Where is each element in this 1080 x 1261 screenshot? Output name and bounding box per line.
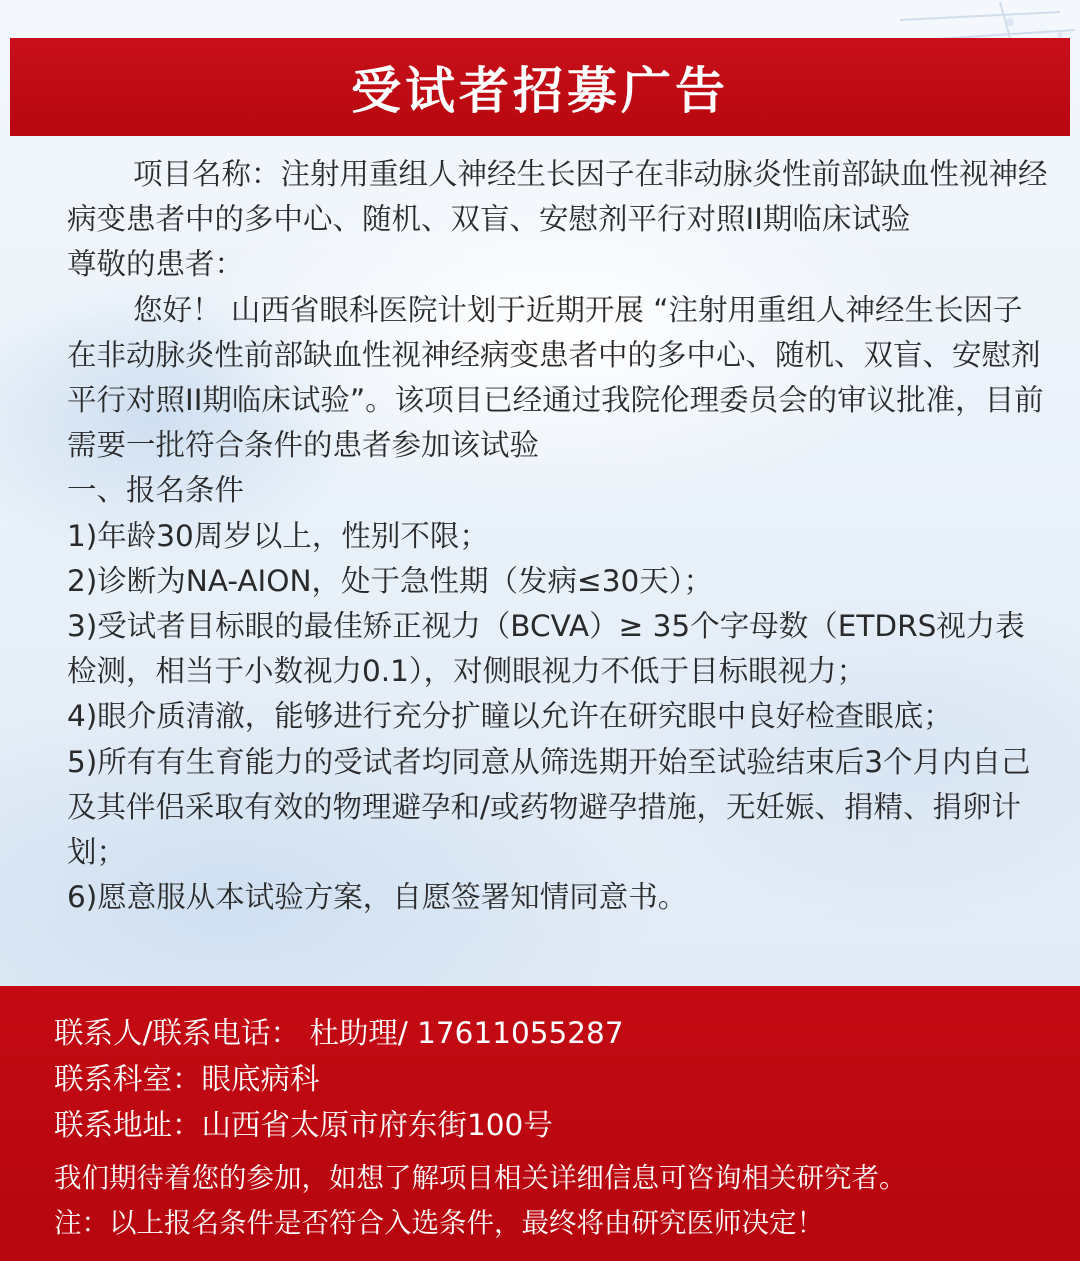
contact-department: 联系科室：眼底病科 [54, 1062, 320, 1096]
criteria-item-3: 3)受试者目标眼的最佳矫正视力（BCVA）≥ 35个字母数（ETDRS视力表检测，相当于小数视力0.1），对侧眼视力不低于目标眼视力； [67, 609, 1025, 689]
title-banner [10, 38, 1070, 136]
contact-footer [0, 986, 1080, 1261]
criteria-item-6: 6)愿意服从本试验方案，自愿签署知情同意书。 [67, 880, 688, 915]
intro-paragraph: 您好！ 山西省眼科医院计划于近期开展 “注射用重组人神经生长因子在非动脉炎性前部缺血性视神经病变患者中的多中心、随机、双盲、安慰剂平行对照II期临床试验”。该项目已经通过我院伦理委员会的审议批准，目前需要一批符合条件的患者参加该试验 [67, 292, 1044, 463]
criteria-item-4: 4)眼介质清澈，能够进行充分扩瞳以允许在研究眼中良好检查眼底； [67, 699, 953, 734]
criteria-item-2: 2)诊断为NA-AION，处于急性期（发病≤30天）； [67, 563, 714, 598]
criteria-item-1: 1)年龄30周岁以上，性别不限； [67, 518, 489, 553]
contact-block [54, 1010, 624, 1148]
poster-body [67, 152, 1052, 920]
contact-address: 联系地址：山西省太原市府东街100号 [54, 1108, 553, 1142]
note-text: 注：以上报名条件是否符合入选条件，最终将由研究医师决定！ [54, 1207, 824, 1239]
criteria-heading: 一、报名条件 [67, 473, 245, 508]
salutation: 尊敬的患者： [67, 247, 245, 282]
contact-person-phone: 联系人/联系电话： 杜助理/ 17611055287 [54, 1016, 624, 1050]
closing-text: 我们期待着您的参加，如想了解项目相关详细信息可咨询相关研究者。 [54, 1162, 907, 1194]
criteria-item-5: 5)所有有生育能力的受试者均同意从筛选期开始至试验结束后3个月内自己及其伴侣采取有效的物理避孕和/或药物避孕措施，无妊娠、捐精、捐卵计划； [67, 744, 1031, 870]
poster-title: 受试者招募广告 [351, 62, 729, 120]
project-name: 项目名称：注射用重组人神经生长因子在非动脉炎性前部缺血性视神经病变患者中的多中心、随机、双盲、安慰剂平行对照II期临床试验 [67, 157, 1048, 237]
notes-block [54, 1156, 907, 1246]
